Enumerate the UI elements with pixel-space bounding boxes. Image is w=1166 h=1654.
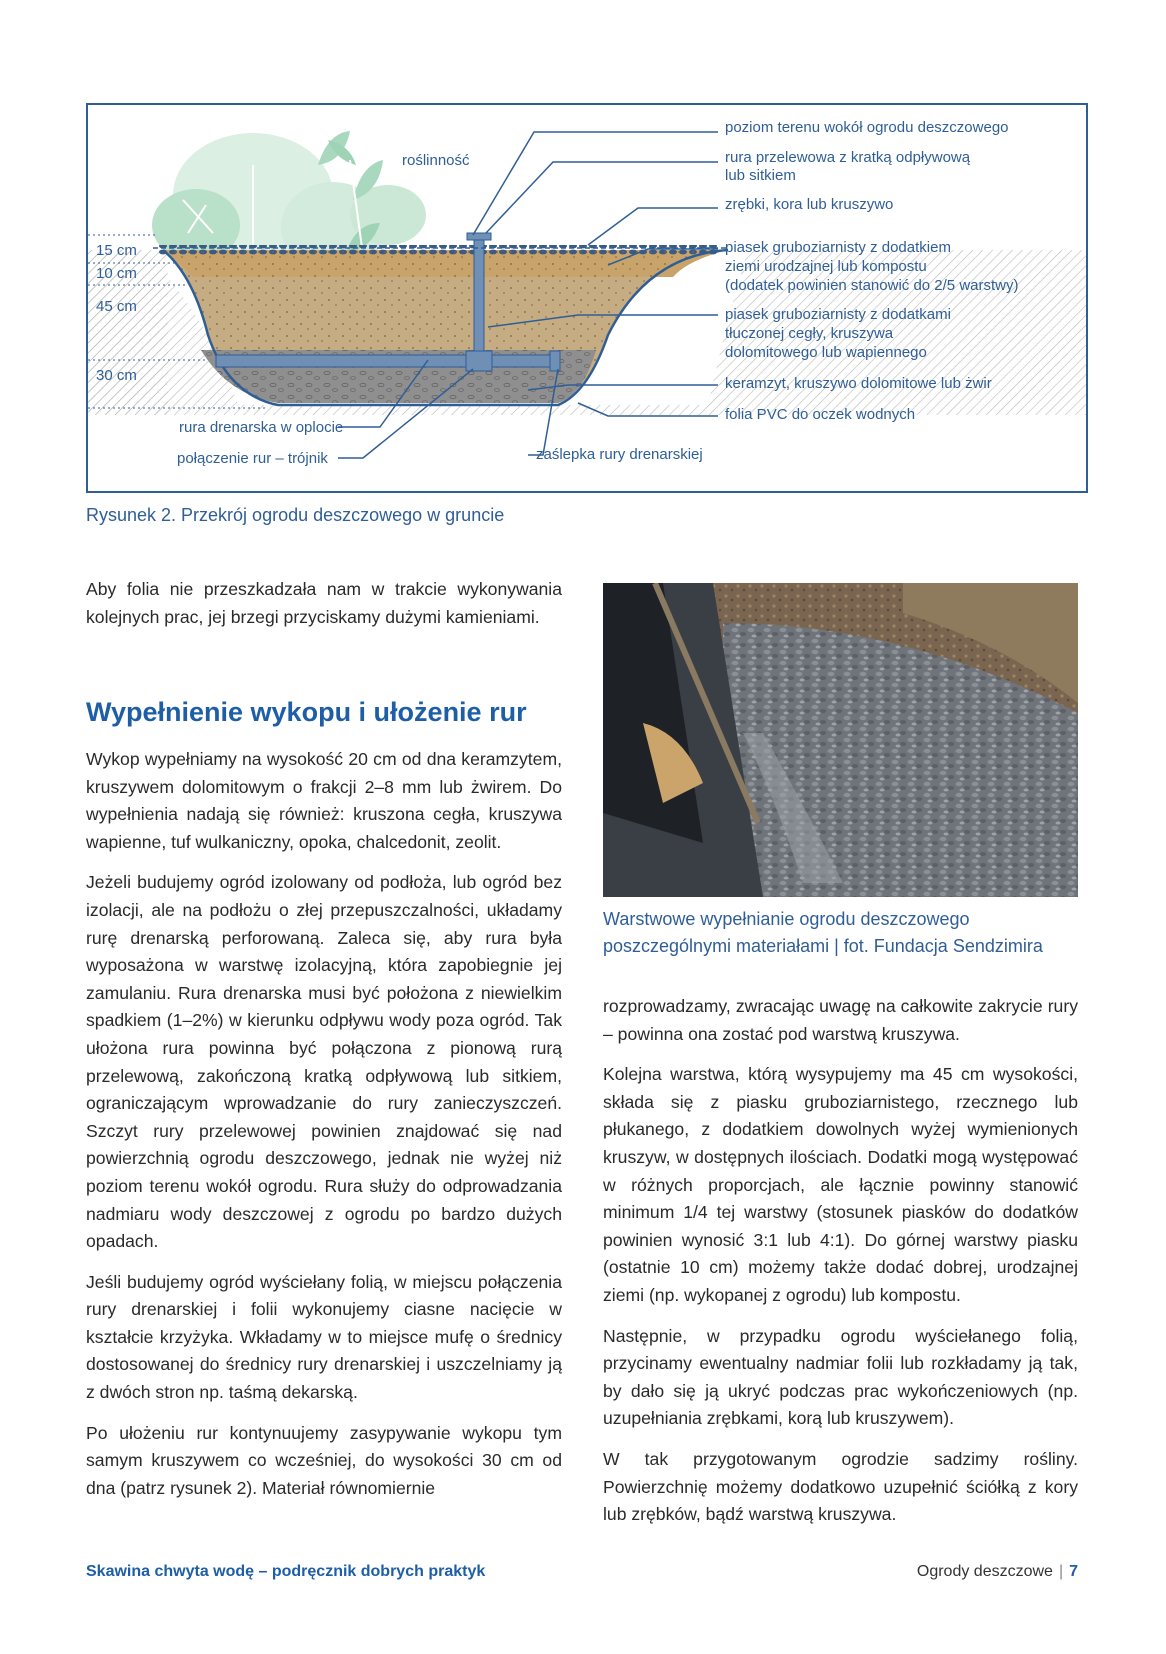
footer-separator: | <box>1058 1563 1064 1580</box>
paragraph-planting: W tak przygotowanym ogrodzie sadzimy rośliny. Powierzchnię możemy dodatkowo uzupełnić ściółką z kory lub zrębków, bądź warstwą kruszywa. <box>603 1448 1078 1525</box>
paragraph-trim-liner: Następnie, w przypadku ogrodu wyściełanego folią, przycinamy ewentualny nadmiar folii lub rozkładamy ją tak, by dało się ją ukryć podczas prac wykończeniowych (np. uzupełniania zrębkami, korą lub kruszywem). <box>603 1325 1078 1429</box>
label-sand-compost: piasek gruboziarnisty z dodatkiem <box>725 239 951 256</box>
label-pvc-liner: folia PVC do oczek wodnych <box>725 406 916 423</box>
gravel-photo <box>603 583 1078 897</box>
label-sand-compost-3: (dodatek powinien stanowić do 2/5 warstwy) <box>725 277 1019 294</box>
depth-45cm: 45 cm <box>96 298 137 315</box>
paragraph-drain-pipe: Jeżeli budujemy ogród izolowany od podłoża, lub ogród bez izolacji, ale na podłożu o złej przepuszczalności, układamy rurę drenarską perforowaną. Zaleca się, aby rura była wyposażona w warstwę izolacyjną, która zapobiegnie jej zamulaniu. Rura drenarska musi być położona z niewielkim spadkiem (1–2%) w kierunku odpływu wody poza ogród. Tak ułożona rura powinna być połączona z pionową rurą przelewową, zakończoną kratką odpływową lub sitkiem, ograniczającym wprowadzanie do rury zanieczyszczeń. Szczyt rury przelewowej powinien znajdować się nad powierzchnią ogrodu deszczowego, jednak nie wyżej niż poziom terenu wokół ogrodu. Rura służy do odprowadzania nadmiaru wody deszczowej z ogrodu po bardzo dużych opadach. <box>86 872 562 1252</box>
page-number: 7 <box>1069 1563 1078 1580</box>
paragraph-distribute: rozprowadzamy, zwracając uwagę na całkowite zakrycie rury – powinna ona zostać pod warstwą kruszywa. <box>603 996 1078 1044</box>
paragraph-fill: Wykop wypełniamy na wysokość 20 cm od dna keramzytem, kruszywem dolomitowym o frakcji 2–8 mm lub żwirem. Do wypełnienia nadają się również: kruszona cegła, kruszywa wapienne, tuf wulkaniczny, opoka, chalcedonit, zeolit. <box>86 749 562 852</box>
paragraph-continue-fill: Po ułożeniu rur kontynuujemy zasypywanie wykopu tym samym kruszywem co wcześniej, do wysokości 30 cm od dna (patrz rysunek 2). Materiał równomiernie <box>86 1422 562 1498</box>
label-sand-additives: piasek gruboziarnisty z dodatkami <box>725 306 951 323</box>
gravel-photo-illustration <box>603 583 1078 897</box>
depth-30cm: 30 cm <box>96 367 137 384</box>
paragraph-sand-layer: Kolejna warstwa, którą wysypujemy ma 45 cm wysokości, składa się z piasku gruboziarnistego, rzecznego lub płukanego, z dodatkiem dowolnych wyżej wymienionych kruszyw, w dostępnych ilościach. Dodatki mogą występować w różnych proporcjach, ale łącznie powinny stanowić minimum 1/4 tej warstwy (stosunek piasków do dodatków powinien wynosić 3:1 lub 4:1). Do górnej warstwy piasku (ostatnie 10 cm) możemy także dodać dobrej, urodzajnej ziemi (np. wykopanej z ogrodu) lub kompostu. <box>603 1064 1078 1305</box>
photo-caption-line-1: Warstwowe wypełnianie ogrodu deszczowego <box>603 909 970 929</box>
paragraph-liner-cut: Jeśli budujemy ogród wyściełany folią, w miejscu połączenia rury drenarskiej i folii wykonujemy ciasne nacięcie w kształcie krzyżyka. Wkładamy w to miejsce mufę o średnicy dostosowanej do średnicy rury drenarskiej i uszczelniamy ją z dwóch stron np. taśmą dekarską. <box>86 1271 562 1403</box>
label-drain-pipe: rura drenarska w oplocie <box>179 419 344 436</box>
left-column-body <box>86 746 562 1515</box>
footer-section: Ogrody deszczowe <box>916 1563 1053 1580</box>
label-end-cap: zaślepka rury drenarskiej <box>536 446 703 463</box>
footer-page-info <box>917 1563 1078 1581</box>
label-vegetation: roślinność <box>402 152 470 169</box>
label-ground-level: poziom terenu wokół ogrodu deszczowego <box>725 119 1009 136</box>
cross-section-figure <box>86 103 1088 493</box>
right-column-body <box>603 993 1078 1542</box>
section-heading: Wypełnienie wykopu i ułożenie rur <box>86 697 527 727</box>
depth-15cm: 15 cm <box>96 242 137 259</box>
label-sand-additives-2: tłuczonej cegły, kruszywa <box>725 325 894 342</box>
label-sand-compost-2: ziemi urodzajnej lub kompostu <box>725 258 927 275</box>
label-tee-joint: połączenie rur – trójnik <box>177 450 328 467</box>
figure-caption: Rysunek 2. Przekrój ogrodu deszczowego w gruncie <box>86 505 505 525</box>
label-mulch: zrębki, kora lub kruszywo <box>725 196 894 213</box>
left-column-intro <box>86 576 562 644</box>
label-overflow-pipe-2: lub sitkiem <box>725 167 796 184</box>
label-gravel: keramzyt, kruszywo dolomitowe lub żwir <box>725 375 992 392</box>
label-sand-additives-3: dolomitowego lub wapiennego <box>725 344 927 361</box>
intro-paragraph: Aby folia nie przeszkadzała nam w trakcie wykonywania kolejnych prac, jej brzegi przyciskamy dużymi kamieniami. <box>86 579 562 627</box>
footer-book-title: Skawina chwyta wodę – podręcznik dobrych praktyk <box>86 1563 486 1580</box>
photo-caption <box>603 906 1043 960</box>
depth-10cm: 10 cm <box>96 265 137 282</box>
label-overflow-pipe: rura przelewowa z kratką odpływową <box>725 149 971 166</box>
photo-caption-line-2: poszczególnymi materiałami | fot. Fundacja Sendzimira <box>603 936 1043 956</box>
